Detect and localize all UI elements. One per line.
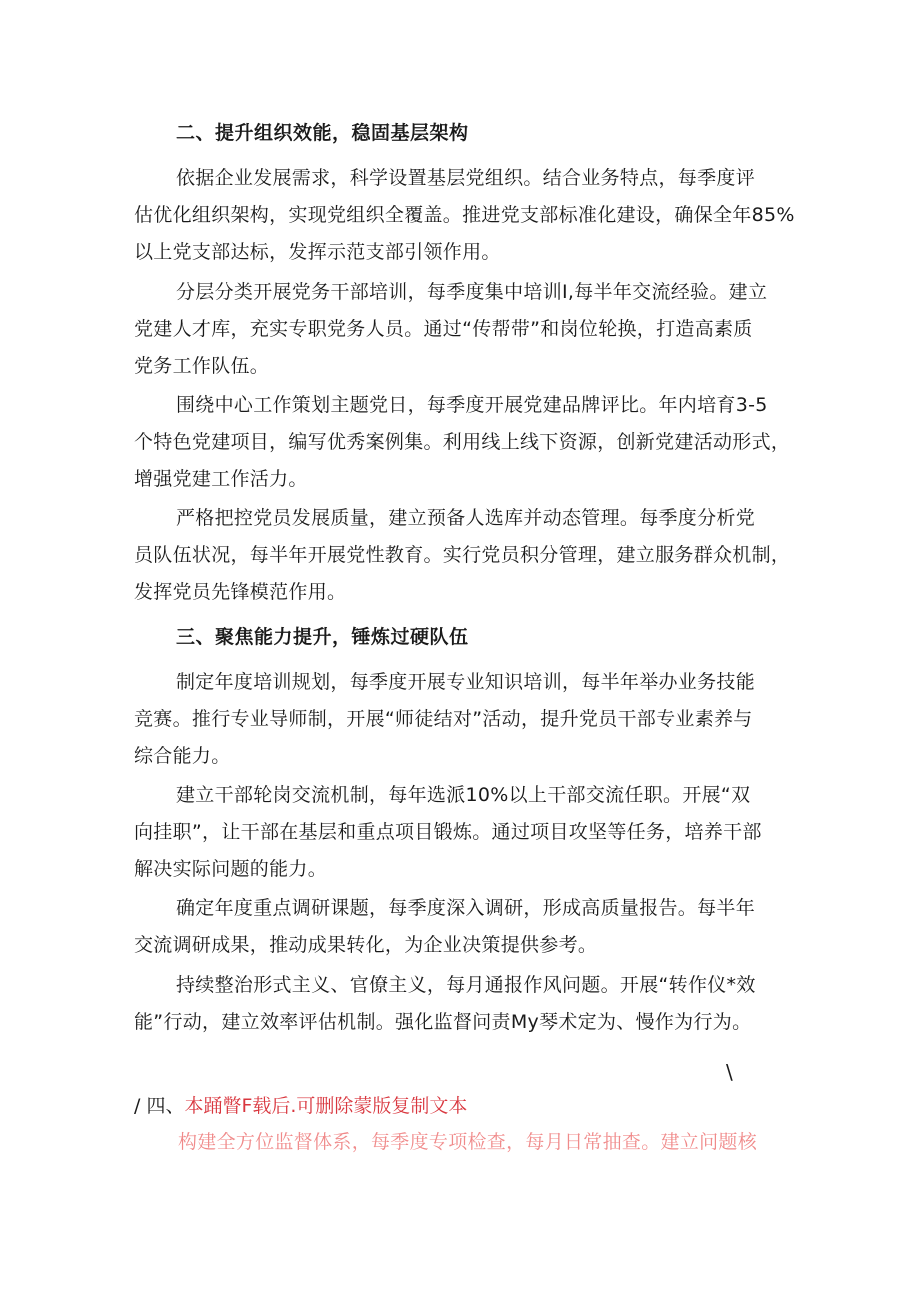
paragraph-line: 围绕中心工作策划主题党日，每季度开展党建品牌评比。年内培育3-5 — [176, 394, 768, 416]
section-2-paragraph-3 — [134, 387, 794, 498]
section-3-paragraph-3 — [134, 890, 794, 964]
section-4-number: / 四、 — [134, 1095, 185, 1117]
section-2-heading: 二、提升组织效能，稳固基层架构 — [176, 122, 469, 144]
paragraph-line: 依据企业发展需求，科学设置基层党组织。结合业务特点，每季度评 — [176, 167, 756, 189]
section-4-heading — [134, 1091, 467, 1121]
paragraph-line: 发挥党员先锋模范作用。 — [134, 581, 347, 603]
watermark-notice: 本踊瞥F载后.可删除蒙版复制文本 — [184, 1095, 468, 1117]
paragraph-line: 制定年度培训规划，每季度开展专业知识培训，每半年举办业务技能 — [176, 671, 756, 693]
section-3-paragraph-1 — [134, 664, 794, 775]
paragraph-line: 员队伍状况，每半年开展党性教育。实行党员积分管理，建立服务群众机制， — [134, 544, 791, 566]
paragraph-line: 个特色党建项目，编写优秀案例集。利用线上线下资源，创新党建活动形式， — [134, 431, 791, 453]
paragraph-line: 估优化组织架构，实现党组织全覆盖。推进党支部标准化建设，确保全年85% — [134, 204, 795, 226]
paragraph-line: 综合能力。 — [134, 745, 231, 767]
paragraph-line: 以上党支部达标，发挥示范支部引领作用。 — [134, 241, 501, 263]
section-2-paragraph-2 — [134, 274, 794, 385]
paragraph-line: 向挂职”，让干部在基层和重点项目锻炼。通过项目攻坚等任务，培养干部 — [134, 821, 762, 843]
paragraph-line: 建立干部轮岗交流机制，每年选派10%以上干部交流任职。开展“双 — [176, 784, 751, 806]
paragraph-line: 严格把控党员发展质量，建立预备人选库并动态管理。每季度分析党 — [176, 507, 756, 529]
section-2-paragraph-4 — [134, 500, 794, 611]
paragraph-line: 交流调研成果，推动成果转化，为企业决策提供参考。 — [134, 934, 598, 956]
paragraph-line: 分层分类开展党务干部培训，每季度集中培训I,每半年交流经验。建立 — [176, 281, 768, 303]
paragraph-line: 党务工作队伍。 — [134, 355, 270, 377]
stray-mark: \ — [726, 1060, 733, 1084]
paragraph-line: 确定年度重点调研课题，每季度深入调研，形成高质量报告。每半年 — [176, 897, 756, 919]
paragraph-line: 增强党建工作活力。 — [134, 468, 308, 490]
paragraph-line: 党建人才库，充实专职党务人员。通过“传帮带”和岗位轮换，打造高素质 — [134, 318, 753, 340]
paragraph-line: 持续整治形式主义、官僚主义，每月通报作风问题。开展“转作仪*效 — [176, 974, 756, 996]
paragraph-line: 竞赛。推行专业导师制，开展“师徒结对”活动，提升党员干部专业素养与 — [134, 708, 753, 730]
section-3-paragraph-4 — [134, 967, 794, 1041]
faded-preview-line: 构建全方位监督体系，每季度专项检查，每月日常抽查。建立问题核 — [178, 1131, 758, 1153]
paragraph-line: 解决实际问题的能力。 — [134, 858, 328, 880]
section-3-heading: 三、聚焦能力提升，锤炼过硬队伍 — [176, 626, 469, 648]
paragraph-line: 能”行动，建立效率评估机制。强化监督问责My琴术定为、慢作为行为。 — [134, 1011, 752, 1033]
section-2-paragraph-1 — [134, 160, 794, 271]
section-3-paragraph-2 — [134, 777, 794, 888]
